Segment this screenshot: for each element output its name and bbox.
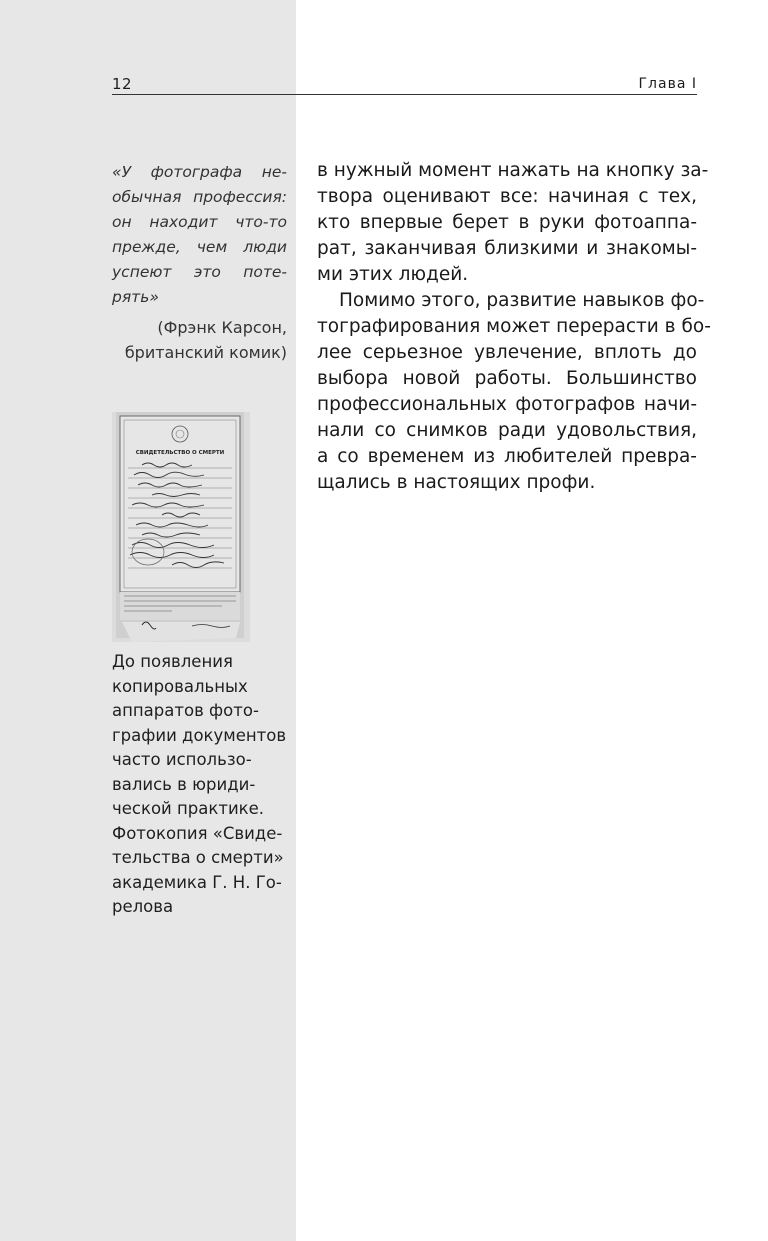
caption-line: До появления [112, 652, 233, 671]
quote-line: рять» [112, 288, 159, 306]
caption-line: релова [112, 897, 174, 916]
attribution-line: (Фрэнк Карсон, [157, 318, 287, 337]
caption-line: академика Г. Н. Го- [112, 872, 282, 892]
quote-line: обычная профессия: [112, 188, 287, 206]
caption-line: Фотокопия «Свиде- [112, 823, 283, 843]
caption-line: вались в юриди- [112, 774, 256, 794]
body-line: а со временем из любителей превра- [317, 446, 697, 467]
epigraph-quote [112, 160, 287, 310]
page-number: 12 [112, 75, 133, 93]
header-rule [112, 94, 697, 95]
death-certificate-photo [112, 412, 250, 642]
body-line: нали со снимков ради удовольствия, [317, 420, 697, 441]
attribution-line: британский комик) [124, 343, 287, 362]
body-paragraphs [317, 158, 711, 496]
certificate-heading: СВИДЕТЕЛЬСТВО О СМЕРТИ [135, 450, 225, 456]
figure-caption [112, 650, 290, 920]
body-line: тографирования может перерасти в бо- [317, 316, 711, 337]
caption-line: аппаратов фото- [112, 701, 259, 720]
quote-line: он находит что-то [112, 213, 287, 231]
body-line: ми этих людей. [317, 264, 469, 285]
body-line: в нужный момент нажать на кнопку за- [317, 160, 709, 181]
quote-attribution [112, 315, 287, 365]
body-line: профессиональных фотографов начи- [317, 394, 697, 415]
body-line: кто впервые берет в руки фотоаппа- [317, 212, 697, 233]
quote-line: успеют это поте- [112, 263, 287, 281]
body-line: выбора новой работы. Большинство [317, 368, 697, 389]
caption-line: тельства о смерти» [112, 848, 284, 867]
body-line: рат, заканчивая близкими и знакомы- [317, 238, 697, 259]
caption-line: ческой практике. [112, 799, 265, 818]
running-head-chapter: Глава I [638, 76, 697, 92]
caption-line: графии документов [112, 725, 287, 745]
quote-line: прежде, чем люди [112, 238, 287, 256]
caption-line: часто использо- [112, 750, 252, 769]
body-line: твора оценивают все: начиная с тех, [317, 186, 697, 207]
body-line: Помимо этого, развитие навыков фо- [339, 290, 705, 311]
quote-line: «У фотографа не- [112, 163, 287, 181]
body-line: лее серьезное увлечение, вплоть до [317, 342, 697, 363]
body-line: щались в настоящих профи. [317, 472, 596, 493]
caption-line: копировальных [112, 676, 248, 696]
